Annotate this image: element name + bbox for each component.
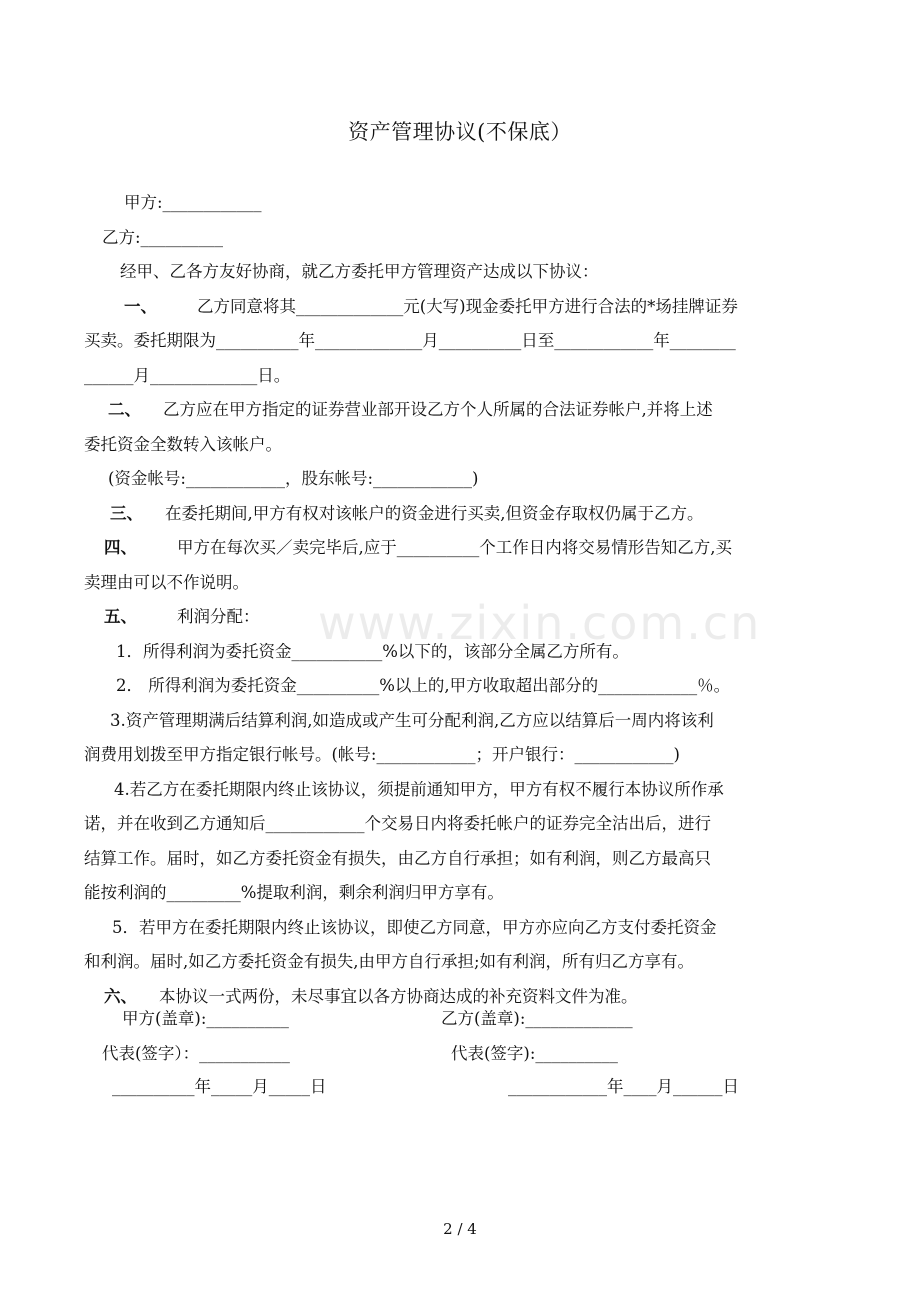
clause-2-line-2: 委托资金全数转入该帐户。 [84, 434, 282, 454]
clause-5-item-3-line-1: 3.资产管理期满后结算利润,如造成或产生可分配利润,乙方应以结算后一周内将该利 [110, 710, 714, 730]
clause-2-label: 二、 [108, 400, 141, 419]
clause-5-item-3-line-2: 润费用划拨至甲方指定银行帐号。(帐号:____________；开户银行：____________) [84, 745, 680, 764]
clause-1-line-1 [84, 290, 844, 325]
clause-5-item-4-line-1: 4.若乙方在委托期限内终止该协议，须提前通知甲方，甲方有权不履行本协议所作承 [114, 779, 724, 799]
clause-2-line-1 [84, 393, 844, 428]
clause-2-accounts: (资金帐号:____________，股东帐号:____________) [108, 469, 479, 488]
clause-1-label: 一、 [124, 296, 157, 316]
watermark-logo: www.zixin.com.cn [318, 596, 762, 650]
clause-1-text-1: 乙方同意将其_____________元(大写)现金委托甲方进行合法的*场挂牌证券 [197, 296, 738, 316]
clause-5-item-5-line-2: 和利润。届时,如乙方委托资金有损失,由甲方自行承担;如有利润，所有归乙方享有。 [84, 952, 695, 971]
page-number: 2 / 4 [443, 1220, 477, 1238]
clause-6-text: 本协议一式两份，未尽事宜以各方协商达成的补充资料文件为准。 [159, 986, 638, 1006]
clause-5-item-2: 2． 所得利润为委托资金__________%以上的,甲方收取超出部分的____________％。 [116, 676, 731, 695]
clause-5-item-4-line-4: 能按利润的_________%提取利润，剩余利润归甲方享有。 [84, 883, 504, 902]
clause-4-text-1: 甲方在每次买／卖完毕后,应于__________个工作日内将交易情形告知乙方,买 [177, 538, 732, 557]
intro-paragraph: 经甲、乙各方友好协商，就乙方委托甲方管理资产达成以下协议： [120, 262, 599, 281]
party-b-line: 乙方:__________ [102, 227, 224, 247]
clause-1-line-3: ______月_____________日。 [84, 365, 291, 385]
clause-5-item-1: 1．所得利润为委托资金___________%以下的，该部分全属乙方所有。 [116, 641, 629, 661]
clause-5-item-5-line-1: 5．若甲方在委托期限内终止该协议，即使乙方同意，甲方亦应向乙方支付委托资金 [112, 917, 717, 937]
party-b-representative-line: 代表(签字):__________ [451, 1044, 618, 1063]
clause-3-text: 在委托期间,甲方有权对该帐户的资金进行买卖,但资金存取权仍属于乙方。 [165, 503, 704, 523]
party-a-seal-line: 甲方(盖章):__________ [122, 1009, 289, 1028]
clause-5-label: 五、 [104, 607, 137, 626]
party-b-date-line: ____________年____月______日 [508, 1077, 739, 1096]
clause-4-label: 四、 [104, 538, 137, 557]
party-a-representative-line: 代表(签字）：___________ [102, 1044, 290, 1063]
clause-5-heading-text: 利润分配： [177, 607, 260, 626]
clause-2-text-1: 乙方应在甲方指定的证券营业部开设乙方个人所属的合法证券帐户,并将上述 [163, 400, 713, 419]
clause-4-line-2: 卖理由可以不作说明。 [84, 572, 249, 592]
party-b-seal-line: 乙方(盖章):_____________ [441, 1009, 633, 1028]
party-a-line: 甲方:____________ [124, 193, 262, 212]
clause-3-line [84, 497, 844, 532]
document-title: 资产管理协议(不保底） [348, 120, 572, 144]
clause-5-item-4-line-3: 结算工作。届时，如乙方委托资金有损失，由乙方自行承担；如有利润，则乙方最高只 [84, 848, 711, 868]
clause-6-label: 六、 [104, 986, 137, 1006]
clause-1-line-2: 买卖。委托期限为__________年_____________月__________日至____________年________ [84, 331, 736, 350]
clause-5-item-4-line-2: 诺，并在收到乙方通知后____________个交易日内将委托帐户的证券完全沽出后，进行 [84, 814, 711, 833]
clause-3-label: 三、 [110, 503, 143, 523]
party-a-date-line: __________年_____月_____日 [112, 1077, 327, 1096]
clause-4-line-1 [84, 531, 844, 566]
